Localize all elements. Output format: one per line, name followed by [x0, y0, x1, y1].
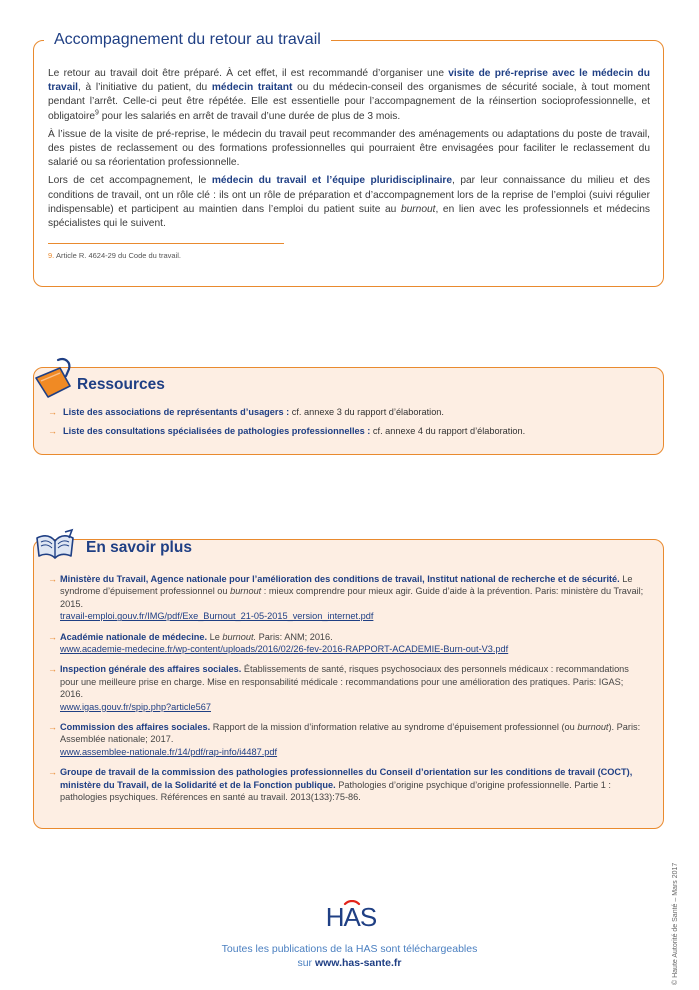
arrow-icon: →	[48, 767, 57, 778]
ressources-list	[48, 406, 648, 444]
reference-item: → Ministère du Travail, Agence nationale pour l’amélioration des conditions de travail, Institut national de recherche et de sécurité. Le syndrome d’épuisement professionnel ou burnout : mieux comprendre pour mieux agir. Guide d’aide à la prévention. Paris: ministère du Travail; 2015. travail-emploi.gouv.fr/IMG/pdf/Exe_Burnout_21-05-2015_version_internet.pdf	[48, 573, 648, 623]
highlight-visite-pre-reprise: visite de pré-reprise avec le médecin du travail	[48, 68, 650, 94]
footnote: 9. Article R. 4624-29 du Code du travail.	[48, 251, 182, 260]
ressources-item: → Liste des consultations spécialisées de pathologies professionnelles : cf. annexe 4 du rapport d’élaboration.	[48, 426, 526, 436]
arrow-icon: →	[48, 574, 57, 584]
reference-item: → Académie nationale de médecine. Le burnout. Paris: ANM; 2016. www.academie-medecine.fr/wp-content/uploads/2016/02/26-fev-2016-RAPPORT-ACADEMIE-Burn-out-V3.pdf	[48, 631, 648, 656]
arrow-icon: →	[48, 426, 57, 436]
has-logo-text: HAS	[325, 902, 377, 930]
copyright-vertical: © Haute Autorité de Santé – Mars 2017	[672, 862, 679, 985]
paragraph-2: À l’issue de la visite de pré-reprise, le médecin du travail peut recommander des aménagements ou adaptations du poste de travail, des pistes de reclassement ou des formations professionnelles qui pourraient être envisagées pour faciliter le reclassement du salarié ou sa réorientation professionnelle.	[48, 128, 650, 169]
reference-item: → Commission des affaires sociales. Rapport de la mission d’information relative au syndrome d’épuisement professionnel (ou burnout). Paris: Assemblée nationale; 2017. www.assemblee-nationale.fr/14/pdf/rap-info/i4487.pdf	[48, 721, 648, 758]
has-logo[interactable]	[317, 900, 385, 930]
reference-item: → Groupe de travail de la commission des pathologies professionnelles du Conseil d’orientation sur les conditions de travail (COCT), ministère du Travail, de la Solidarité et de la Fonction publique. Pathologies d’origine psychique d’origine professionnelle. Partie 1 : pathologies psychiques. Références en santé au travail. 2013(133):75-86.	[48, 767, 633, 803]
reference-link[interactable]: www.igas.gouv.fr/spip.php?article567	[60, 701, 211, 712]
ressources-item: → Liste des associations de représentants d’usagers : cf. annexe 3 du rapport d’élaboration.	[48, 407, 444, 417]
footer-text: Toutes les publications de la HAS sont téléchargeables	[221, 943, 478, 955]
highlight-medecin-equipe: médecin du travail et l’équipe pluridisciplinaire	[211, 175, 453, 187]
padlock-tag-icon	[32, 356, 74, 400]
arrow-icon: →	[48, 407, 57, 417]
reference-item: → Inspection générale des affaires sociales. Établissements de santé, risques psychosociaux des personnels médicaux : recommandations pour une meilleure prise en charge. Mise en responsabilité médicale : recommandations pour une amélioration des pratiques. Paris: IGAS; 2016. www.igas.gouv.fr/spip.php?article567	[48, 663, 648, 713]
arrow-icon: →	[48, 722, 57, 733]
section-title-retour-travail: Accompagnement du retour au travail	[44, 28, 331, 52]
references-list	[48, 573, 648, 812]
has-website-link[interactable]: www.has-sante.fr	[314, 957, 402, 969]
retour-travail-body	[48, 67, 650, 235]
footnote-divider	[48, 243, 284, 244]
reference-link[interactable]: travail-emploi.gouv.fr/IMG/pdf/Exe_Burnout_21-05-2015_version_internet.pdf	[60, 611, 374, 622]
paragraph-3: Lors de cet accompagnement, le médecin du travail et l’équipe pluridisciplinaire, par leur connaissance du milieu et des conditions de travail, ont un rôle clé : ils ont un rôle de préparation et d’accompagnement lors de la reprise de l’emploi (suivi régulier indispensable) et participent au maintien dans l’emploi du patient suite au burnout, en lien avec les professionnels et médecins spécialistes qui le suivent.	[48, 175, 651, 230]
arrow-icon: →	[48, 664, 57, 675]
paragraph-1: Le retour au travail doit être préparé. À cet effet, il est recommandé d’organiser une visite de pré-reprise avec le médecin du travail, à l’initiative du patient, du médecin traitant ou du médecin-conseil des organismes de sécurité sociale, à tout moment pendant l’arrêt. Celle-ci peut être répétée. Elle est essentielle pour l’accompagnement de la réinsertion socioprofessionnelle, et obligatoire$^9$ pour les salariés en arrêt de travail d’une durée de plus de 3 mois.	[48, 68, 650, 122]
highlight-medecin-traitant: médecin traitant	[211, 82, 293, 94]
footer-link-line: sur www.has-sante.fr	[297, 957, 402, 969]
reference-link[interactable]: www.assemblee-nationale.fr/14/pdf/rap-info/i4487.pdf	[60, 746, 278, 757]
reference-link[interactable]: www.academie-medecine.fr/wp-content/uploads/2016/02/26-fev-2016-RAPPORT-ACADEMIE-Burn-out-V3.pdf	[60, 644, 509, 655]
open-book-icon	[33, 528, 77, 562]
arrow-icon: →	[48, 631, 57, 642]
ressources-title: Ressources	[77, 376, 165, 393]
en-savoir-plus-title: En savoir plus	[86, 539, 192, 556]
footnote-ref: 9	[95, 109, 99, 117]
